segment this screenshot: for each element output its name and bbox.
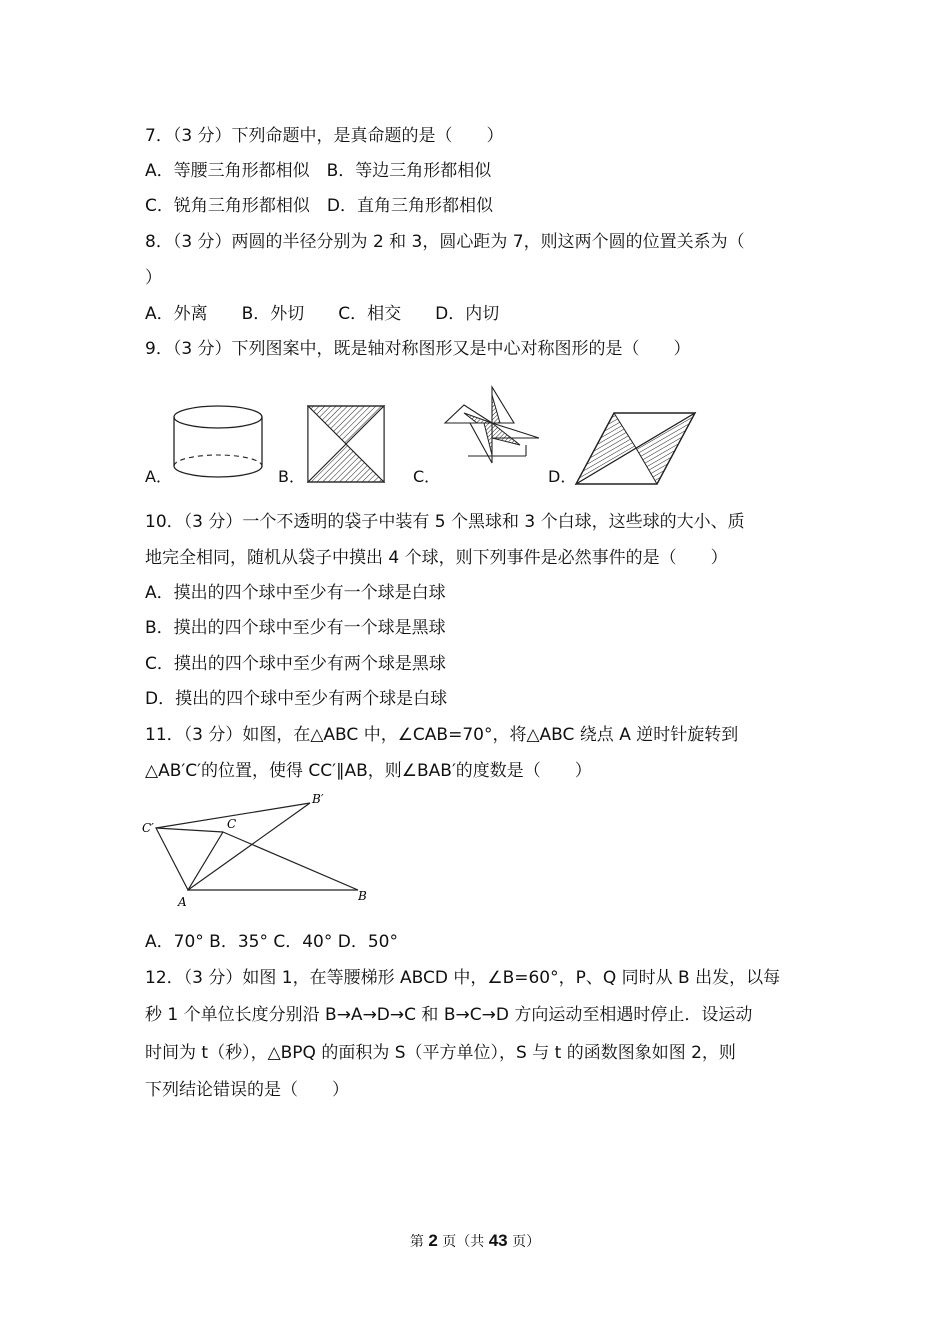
q9-figure-a-cylinder	[170, 400, 270, 485]
q8-stem-cont: ）	[145, 268, 162, 288]
q8-options: A．外离 B．外切 C．相交 D．内切	[145, 304, 500, 324]
q11-label-b-prime: B′	[312, 792, 324, 806]
q11-stem-1: 11．（3 分）如图，在△ABC 中，∠CAB=70°，将△ABC 绕点 A 逆时针旋转到	[145, 725, 739, 745]
q10-option-d: D．摸出的四个球中至少有两个球是白球	[145, 689, 448, 709]
q9-label-a: A．	[145, 467, 172, 486]
q12-stem-3: 时间为 t（秒），△BPQ 的面积为 S（平方单位），S 与 t 的函数图象如图 2，则	[145, 1043, 736, 1063]
page-footer	[0, 1231, 950, 1251]
q7-options-ab: A．等腰三角形都相似 B．等边三角形都相似	[145, 161, 492, 181]
footer-page-number: 2	[428, 1231, 438, 1250]
q11-label-c: C	[227, 817, 237, 831]
q9-figure-c-pinwheel	[442, 385, 544, 465]
q11-label-a: A	[178, 895, 187, 909]
q10-stem-2: 地完全相同，随机从袋子中摸出 4 个球，则下列事件是必然事件的是（ ）	[145, 548, 728, 568]
q12-stem-1: 12．（3 分）如图 1，在等腰梯形 ABCD 中，∠B=60°，P、Q 同时从 B 出发，以每	[145, 968, 781, 988]
footer-suffix: 页）	[507, 1234, 541, 1250]
footer-middle: 页（共	[437, 1234, 489, 1250]
q10-option-b: B．摸出的四个球中至少有一个球是黑球	[145, 618, 446, 638]
q7-stem: 7．（3 分）下列命题中，是真命题的是（ ）	[145, 126, 504, 146]
footer-total-pages: 43	[488, 1231, 508, 1250]
q11-label-c-prime: C′	[142, 821, 154, 835]
q10-option-c: C．摸出的四个球中至少有两个球是黑球	[145, 654, 446, 674]
q7-options-cd: C．锐角三角形都相似 D．直角三角形都相似	[145, 196, 493, 216]
q11-triangle-figure	[138, 790, 378, 910]
q9-stem: 9．（3 分）下列图案中，既是轴对称图形又是中心对称图形的是（ ）	[145, 339, 691, 359]
q11-options: A．70° B．35° C．40° D．50°	[145, 932, 398, 952]
q9-label-d: D．	[548, 467, 577, 486]
q9-label-b: B．	[278, 467, 305, 486]
q11-label-b: B	[358, 889, 367, 903]
q10-option-a: A．摸出的四个球中至少有一个球是白球	[145, 583, 446, 603]
q9-label-c: C．	[413, 467, 441, 486]
q9-figure-d-rhombus	[572, 408, 700, 488]
q9-figure-b-square	[305, 403, 389, 487]
q8-stem: 8．（3 分）两圆的半径分别为 2 和 3，圆心距为 7，则这两个圆的位置关系为（	[145, 232, 745, 252]
q12-stem-2: 秒 1 个单位长度分别沿 B→A→D→C 和 B→C→D 方向运动至相遇时停止．设运动	[145, 1005, 753, 1025]
q11-stem-2: △AB′C′的位置，使得 CC′∥AB，则∠BAB′的度数是（ ）	[145, 761, 592, 781]
footer-prefix: 第	[409, 1234, 429, 1250]
q10-stem-1: 10．（3 分）一个不透明的袋子中装有 5 个黑球和 3 个白球，这些球的大小、质	[145, 512, 745, 532]
q12-stem-4: 下列结论错误的是（ ）	[145, 1080, 349, 1100]
